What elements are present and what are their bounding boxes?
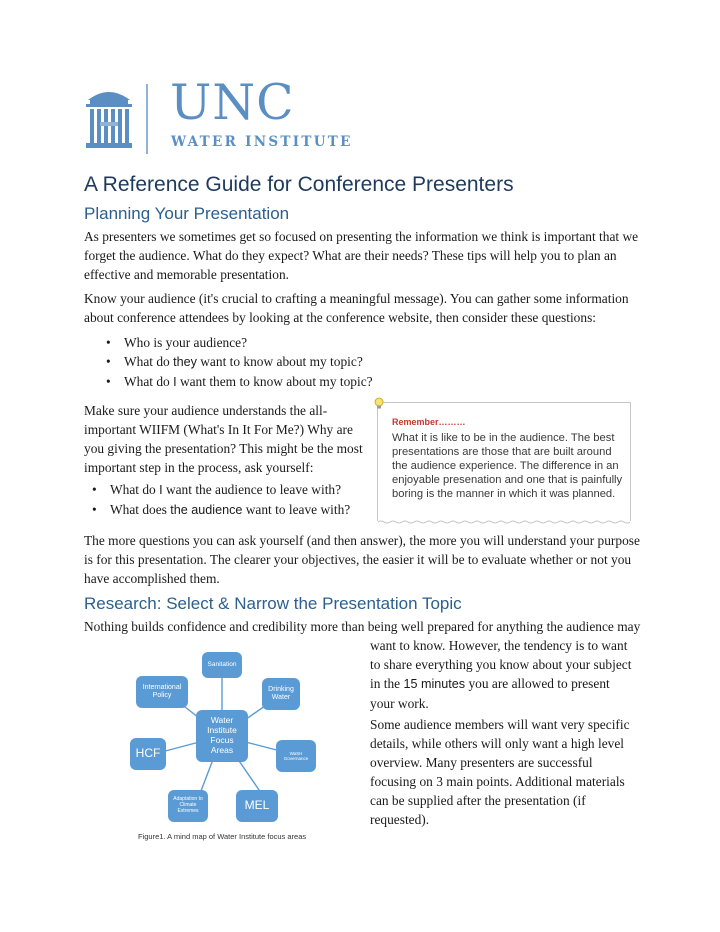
node-center: Water Institute Focus Areas [196, 710, 248, 762]
node-international-policy: International Policy [136, 676, 188, 708]
node-hcf: HCF [130, 738, 166, 770]
node-sanitation: Sanitation [202, 652, 242, 678]
logo-unc-text: UNC [170, 74, 295, 131]
planning-paragraph-4: The more questions you can ask yourself (and then answer), the more you will understand your purpose is for this presentation. The clearer your objectives, the easier it will be to evaluate whether or not you have accomplished them. [84, 533, 640, 586]
focus-areas-mind-map [130, 636, 326, 832]
logo-subtitle: WATER INSTITUTE [171, 134, 353, 150]
list-item: • Who is your audience? [106, 333, 373, 352]
section-heading-research: Research: Select & Narrow the Presentation Topic [84, 594, 462, 613]
remember-callout [377, 402, 631, 521]
page-title: A Reference Guide for Conference Presenters [84, 173, 514, 196]
lightbulb-icon [374, 397, 384, 410]
node-adaptation: Adaptation to Climate Extremes [168, 790, 208, 822]
planning-paragraph-1: As presenters we sometimes get so focused on presenting the information we think is important that we forget the audience. What do they expect? What are their needs? These tips will help you to plan an effective and memorable presentation. [84, 229, 639, 282]
list-item: • What do I want the audience to leave with? [92, 480, 350, 500]
figure-caption: Figure1. A mind map of Water Institute focus areas [138, 832, 307, 841]
research-intro: Nothing builds confidence and credibility more than being well prepared for anything the audience may [84, 619, 641, 634]
callout-title: Remember……… [392, 417, 466, 427]
callout-body: What it is like to be in the audience. The best presentations are those that are built around the audience experience. The difference in an enjoyable presenation and one that is painfully boring is the manner in which it was planned. [392, 432, 623, 500]
research-paragraph-1: want to know. However, the tendency is to want to share everything you know about your subject in the 15 minutes you are allowed to present your work. [370, 638, 632, 711]
callout-torn-edge [378, 520, 630, 526]
node-wash-governance: WaSH Governance [276, 740, 316, 772]
wiifm-paragraph: Make sure your audience understands the all-important WIIFM (What's In It For Me?) Why are you giving the presentation? This might be the most important step in the process, ask yourself: [84, 403, 363, 475]
section-heading-planning: Planning Your Presentation [84, 204, 290, 223]
ask-yourself-list [92, 480, 350, 520]
unc-water-institute-logo [84, 74, 353, 156]
list-item: • What do I want them to know about my topic? [106, 372, 373, 392]
old-well-icon [84, 86, 134, 152]
audience-questions-list [106, 333, 373, 392]
list-item: • What do they want to know about my topic? [106, 352, 373, 372]
list-item: • What does the audience want to leave with? [92, 500, 350, 520]
node-drinking-water: Drinking Water [262, 678, 300, 710]
planning-paragraph-2: Know your audience (it's crucial to crafting a meaningful message). You can gather some information about conference attendees by looking at the conference website, then consider these questions: [84, 291, 629, 325]
research-paragraph-2: Some audience members will want very specific details, while others will only want a high level overview. Many presenters are successful focusing on 3 main points. Additional materials can be supplied after the presentation (if requested). [370, 717, 630, 827]
node-mel: MEL [236, 790, 278, 822]
logo-divider [146, 84, 148, 154]
